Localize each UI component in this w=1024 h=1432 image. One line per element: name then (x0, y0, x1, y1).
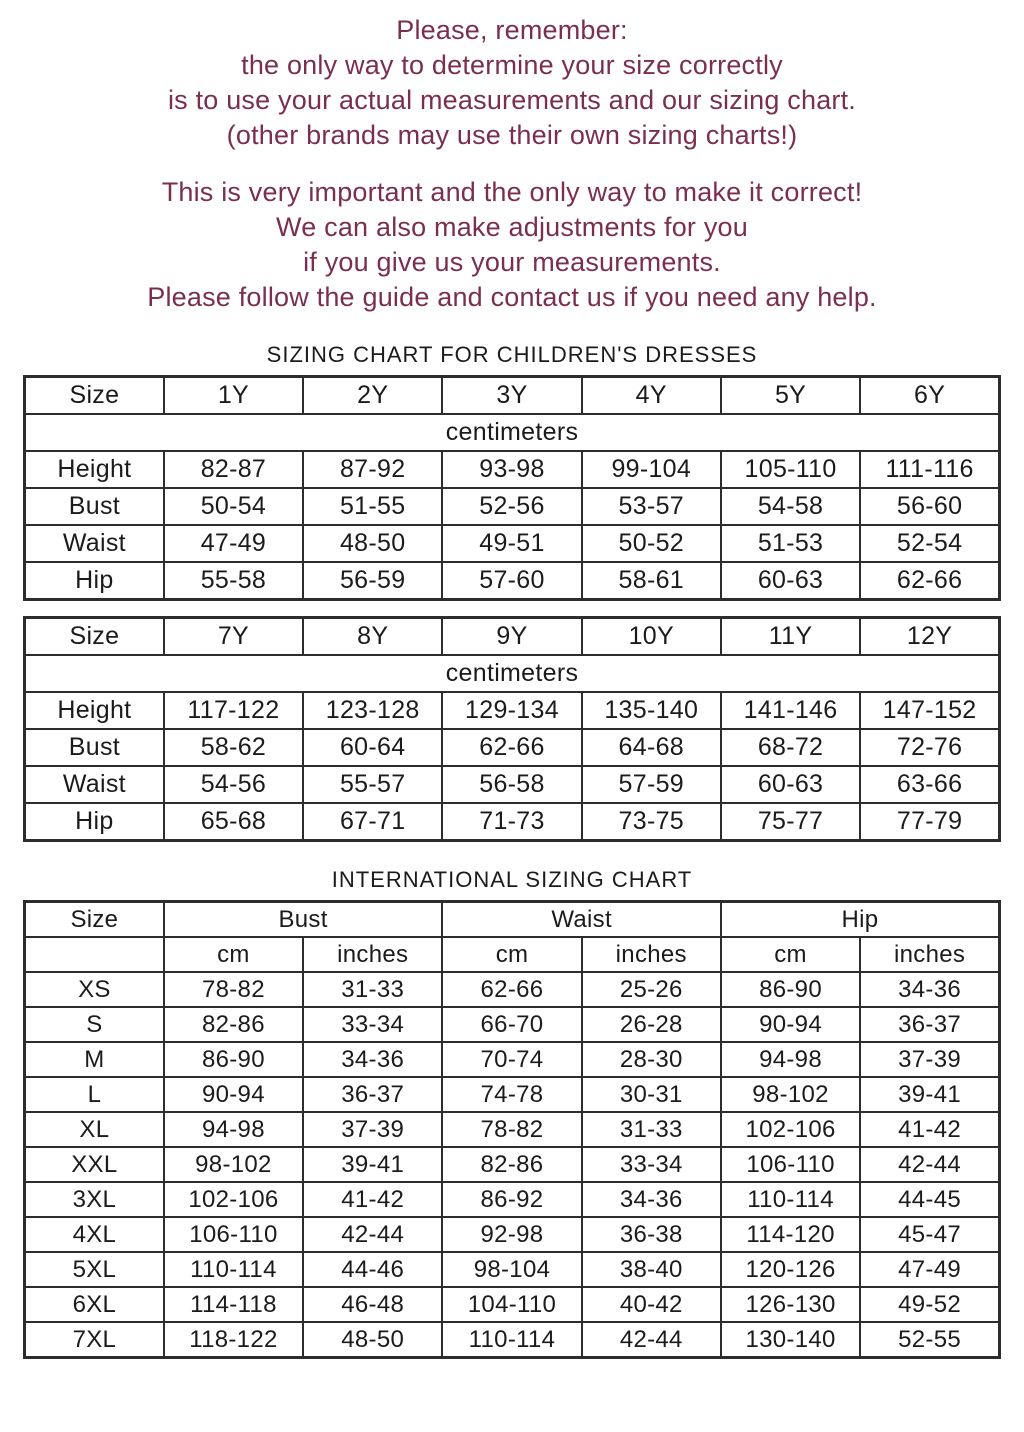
value-cell: 37-39 (860, 1042, 999, 1077)
value-cell: 49-52 (860, 1287, 999, 1322)
value-cell: 70-74 (442, 1042, 581, 1077)
value-cell: 41-42 (303, 1182, 442, 1217)
intro-line: if you give us your measurements. (303, 247, 721, 277)
value-cell: 114-118 (164, 1287, 303, 1322)
measurement-row (25, 692, 1000, 729)
value-cell: 46-48 (303, 1287, 442, 1322)
value-cell: 71-73 (442, 803, 581, 841)
size-col-header: 9Y (442, 618, 581, 656)
value-cell: 31-33 (582, 1112, 721, 1147)
unit-header: cm (721, 937, 860, 972)
value-cell: 47-49 (164, 525, 303, 562)
value-cell: 36-38 (582, 1217, 721, 1252)
measurement-row (25, 525, 1000, 562)
measurement-row (25, 766, 1000, 803)
value-cell: 117-122 (164, 692, 303, 729)
value-cell: 86-90 (721, 972, 860, 1007)
group-header: Hip (721, 902, 1000, 938)
size-row (25, 1287, 1000, 1322)
row-label: Height (25, 692, 164, 729)
unit-header-row (25, 937, 1000, 972)
size-col-header: 11Y (721, 618, 860, 656)
size-label-header: Size (25, 377, 164, 415)
unit-header: cm (442, 937, 581, 972)
value-cell: 74-78 (442, 1077, 581, 1112)
row-label: Height (25, 451, 164, 488)
value-cell: 51-55 (303, 488, 442, 525)
value-cell: 26-28 (582, 1007, 721, 1042)
value-cell: 130-140 (721, 1322, 860, 1358)
value-cell: 106-110 (721, 1147, 860, 1182)
value-cell: 68-72 (721, 729, 860, 766)
value-cell: 44-46 (303, 1252, 442, 1287)
international-chart-title: INTERNATIONAL SIZING CHART (331, 867, 693, 892)
value-cell: 49-51 (442, 525, 581, 562)
value-cell: 58-62 (164, 729, 303, 766)
value-cell: 99-104 (582, 451, 721, 488)
intro-line: the only way to determine your size correctly (241, 50, 783, 80)
size-col-header: 1Y (164, 377, 303, 415)
value-cell: 62-66 (860, 562, 999, 600)
value-cell: 36-37 (303, 1077, 442, 1112)
value-cell: 62-66 (442, 972, 581, 1007)
size-col-header: 2Y (303, 377, 442, 415)
size-label-header: Size (25, 618, 164, 656)
value-cell: 56-59 (303, 562, 442, 600)
value-cell: 54-58 (721, 488, 860, 525)
size-col-header: 3Y (442, 377, 581, 415)
value-cell: 34-36 (860, 972, 999, 1007)
size-col-header: 12Y (860, 618, 999, 656)
header-row (25, 618, 1000, 656)
size-row (25, 972, 1000, 1007)
value-cell: 60-63 (721, 562, 860, 600)
value-cell: 42-44 (860, 1147, 999, 1182)
value-cell: 104-110 (442, 1287, 581, 1322)
row-label: S (25, 1007, 164, 1042)
value-cell: 93-98 (442, 451, 581, 488)
value-cell: 62-66 (442, 729, 581, 766)
value-cell: 33-34 (582, 1147, 721, 1182)
value-cell: 78-82 (442, 1112, 581, 1147)
intro-line: is to use your actual measurements and our sizing chart. (167, 85, 857, 115)
value-cell: 114-120 (721, 1217, 860, 1252)
value-cell: 51-53 (721, 525, 860, 562)
size-col-header: 6Y (860, 377, 999, 415)
value-cell: 56-60 (860, 488, 999, 525)
value-cell: 41-42 (860, 1112, 999, 1147)
size-row (25, 1077, 1000, 1112)
unit-header: inches (582, 937, 721, 972)
value-cell: 50-52 (582, 525, 721, 562)
value-cell: 52-56 (442, 488, 581, 525)
row-label: 7XL (25, 1322, 164, 1358)
row-label: 3XL (25, 1182, 164, 1217)
row-label: Hip (25, 562, 164, 600)
value-cell: 92-98 (442, 1217, 581, 1252)
value-cell: 58-61 (582, 562, 721, 600)
value-cell: 56-58 (442, 766, 581, 803)
size-col-header: 7Y (164, 618, 303, 656)
value-cell: 25-26 (582, 972, 721, 1007)
value-cell: 110-114 (721, 1182, 860, 1217)
size-row (25, 1042, 1000, 1077)
group-header: Bust (164, 902, 443, 938)
row-label: Hip (25, 803, 164, 841)
measurement-row (25, 451, 1000, 488)
children-chart-title: SIZING CHART FOR CHILDREN'S DRESSES (266, 342, 758, 367)
value-cell: 147-152 (860, 692, 999, 729)
value-cell: 55-58 (164, 562, 303, 600)
value-cell: 82-86 (442, 1147, 581, 1182)
value-cell: 86-92 (442, 1182, 581, 1217)
value-cell: 105-110 (721, 451, 860, 488)
value-cell: 110-114 (164, 1252, 303, 1287)
size-label-header: Size (25, 902, 164, 938)
size-row (25, 1182, 1000, 1217)
size-col-header: 5Y (721, 377, 860, 415)
measurement-row (25, 562, 1000, 600)
header-row (25, 377, 1000, 415)
value-cell: 52-55 (860, 1322, 999, 1358)
measurement-row (25, 488, 1000, 525)
intro-line: Please follow the guide and contact us if you need any help. (147, 282, 877, 312)
empty-cell (25, 937, 164, 972)
value-cell: 98-102 (721, 1077, 860, 1112)
value-cell: 42-44 (582, 1322, 721, 1358)
value-cell: 72-76 (860, 729, 999, 766)
value-cell: 90-94 (721, 1007, 860, 1042)
value-cell: 33-34 (303, 1007, 442, 1042)
value-cell: 129-134 (442, 692, 581, 729)
value-cell: 111-116 (860, 451, 999, 488)
row-label: Bust (25, 488, 164, 525)
row-label: XS (25, 972, 164, 1007)
value-cell: 40-42 (582, 1287, 721, 1322)
value-cell: 53-57 (582, 488, 721, 525)
value-cell: 120-126 (721, 1252, 860, 1287)
value-cell: 106-110 (164, 1217, 303, 1252)
row-label: 4XL (25, 1217, 164, 1252)
value-cell: 57-60 (442, 562, 581, 600)
group-header: Waist (442, 902, 721, 938)
value-cell: 86-90 (164, 1042, 303, 1077)
row-label: L (25, 1077, 164, 1112)
value-cell: 82-87 (164, 451, 303, 488)
group-header-row (25, 902, 1000, 938)
value-cell: 110-114 (442, 1322, 581, 1358)
value-cell: 39-41 (303, 1147, 442, 1182)
intro-line: This is very important and the only way to make it correct! (161, 177, 863, 207)
unit-row (25, 414, 1000, 451)
value-cell: 78-82 (164, 972, 303, 1007)
value-cell: 48-50 (303, 525, 442, 562)
value-cell: 60-63 (721, 766, 860, 803)
value-cell: 94-98 (164, 1112, 303, 1147)
value-cell: 34-36 (582, 1182, 721, 1217)
size-row (25, 1217, 1000, 1252)
unit-header: inches (303, 937, 442, 972)
value-cell: 77-79 (860, 803, 999, 841)
value-cell: 90-94 (164, 1077, 303, 1112)
value-cell: 67-71 (303, 803, 442, 841)
value-cell: 118-122 (164, 1322, 303, 1358)
measurement-row (25, 803, 1000, 841)
value-cell: 39-41 (860, 1077, 999, 1112)
value-cell: 28-30 (582, 1042, 721, 1077)
value-cell: 65-68 (164, 803, 303, 841)
table-gap (0, 601, 1024, 616)
row-label: 5XL (25, 1252, 164, 1287)
size-row (25, 1007, 1000, 1042)
size-row (25, 1252, 1000, 1287)
row-label: M (25, 1042, 164, 1077)
unit-row (25, 655, 1000, 692)
size-col-header: 10Y (582, 618, 721, 656)
intro-line: We can also make adjustments for you (276, 212, 748, 242)
value-cell: 34-36 (303, 1042, 442, 1077)
size-row (25, 1322, 1000, 1358)
value-cell: 123-128 (303, 692, 442, 729)
value-cell: 50-54 (164, 488, 303, 525)
value-cell: 60-64 (303, 729, 442, 766)
value-cell: 48-50 (303, 1322, 442, 1358)
value-cell: 55-57 (303, 766, 442, 803)
value-cell: 57-59 (582, 766, 721, 803)
size-row (25, 1147, 1000, 1182)
value-cell: 66-70 (442, 1007, 581, 1042)
value-cell: 141-146 (721, 692, 860, 729)
unit-label: centimeters (25, 414, 1000, 451)
row-label: XXL (25, 1147, 164, 1182)
intro-line: (other brands may use their own sizing charts!) (226, 120, 798, 150)
value-cell: 64-68 (582, 729, 721, 766)
unit-label: centimeters (25, 655, 1000, 692)
row-label: XL (25, 1112, 164, 1147)
children-sizes-table-1 (23, 375, 1001, 601)
value-cell: 63-66 (860, 766, 999, 803)
value-cell: 31-33 (303, 972, 442, 1007)
value-cell: 47-49 (860, 1252, 999, 1287)
value-cell: 54-56 (164, 766, 303, 803)
value-cell: 45-47 (860, 1217, 999, 1252)
value-cell: 36-37 (860, 1007, 999, 1042)
measurement-row (25, 729, 1000, 766)
value-cell: 98-104 (442, 1252, 581, 1287)
value-cell: 82-86 (164, 1007, 303, 1042)
row-label: Waist (25, 525, 164, 562)
value-cell: 102-106 (721, 1112, 860, 1147)
international-sizes-table (23, 900, 1001, 1359)
row-label: Waist (25, 766, 164, 803)
size-col-header: 8Y (303, 618, 442, 656)
value-cell: 126-130 (721, 1287, 860, 1322)
value-cell: 38-40 (582, 1252, 721, 1287)
value-cell: 52-54 (860, 525, 999, 562)
intro-note (0, 13, 1024, 315)
paragraph-gap (0, 153, 1024, 175)
value-cell: 75-77 (721, 803, 860, 841)
value-cell: 87-92 (303, 451, 442, 488)
value-cell: 94-98 (721, 1042, 860, 1077)
unit-header: cm (164, 937, 303, 972)
value-cell: 42-44 (303, 1217, 442, 1252)
value-cell: 30-31 (582, 1077, 721, 1112)
size-row (25, 1112, 1000, 1147)
row-label: 6XL (25, 1287, 164, 1322)
value-cell: 37-39 (303, 1112, 442, 1147)
value-cell: 102-106 (164, 1182, 303, 1217)
size-col-header: 4Y (582, 377, 721, 415)
value-cell: 73-75 (582, 803, 721, 841)
value-cell: 135-140 (582, 692, 721, 729)
row-label: Bust (25, 729, 164, 766)
value-cell: 98-102 (164, 1147, 303, 1182)
intro-line: Please, remember: (396, 15, 628, 45)
children-sizes-table-2 (23, 616, 1001, 842)
value-cell: 44-45 (860, 1182, 999, 1217)
unit-header: inches (860, 937, 999, 972)
